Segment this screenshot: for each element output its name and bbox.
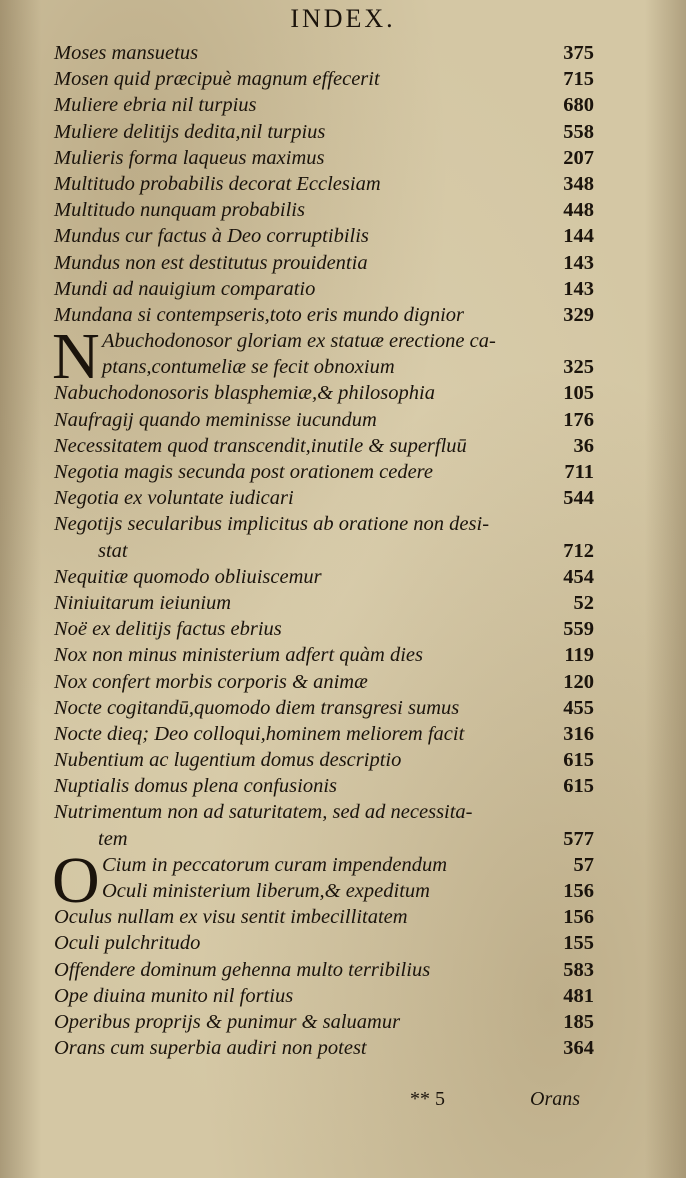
entry-text: Mulieris forma laqueus maximus [54, 146, 325, 169]
index-entry [54, 773, 594, 799]
index-entry [54, 669, 594, 695]
entry-text: Nequitiæ quomodo obliuiscemur [54, 565, 322, 588]
index-entry [54, 145, 594, 171]
entry-text: Ope diuina munito nil fortius [54, 984, 294, 1007]
entry-text: Mundi ad nauigium comparatio [54, 277, 316, 300]
entry-text: Mundana si contempseris,toto eris mundo dignior [54, 303, 464, 326]
index-entry [54, 380, 594, 406]
entry-page: 375 [563, 42, 594, 64]
entry-text: Mundus cur factus à Deo corruptibilis [54, 225, 369, 248]
entry-page: 680 [563, 94, 594, 117]
entry-page: 176 [563, 408, 594, 431]
entry-page: 316 [563, 722, 594, 745]
entry-text: Muliere ebria nil turpius [54, 94, 257, 117]
index-entry [54, 747, 594, 773]
index-entry [54, 826, 594, 852]
index-entry [54, 197, 594, 223]
index-entry [54, 590, 594, 616]
entry-page: 120 [563, 670, 594, 693]
signature-mark: ** 5 [410, 1088, 445, 1110]
entry-text: Muliere delitijs dedita,nil turpius [54, 120, 326, 143]
index-entry [54, 354, 594, 380]
entry-page: 156 [563, 906, 594, 929]
index-entry [54, 642, 594, 668]
index-entry [54, 564, 594, 590]
catchword: Orans [530, 1088, 581, 1110]
entry-page: 448 [563, 199, 594, 222]
entry-page: 348 [563, 172, 594, 195]
entry-text: Negotia ex voluntate iudicari [54, 487, 294, 510]
entry-text: stat [98, 539, 128, 562]
index-entry [54, 485, 594, 511]
index-entry [54, 407, 594, 433]
entry-page: 155 [563, 932, 594, 955]
index-entry [54, 302, 594, 328]
entry-page: 156 [563, 880, 594, 902]
entry-text: Cium in peccatorum curam impendendum [102, 853, 448, 876]
entry-page: 105 [563, 382, 594, 405]
index-entry [54, 1009, 594, 1035]
entry-text: Mundus non est destitutus prouidentia [54, 251, 368, 274]
index-entry [54, 616, 594, 642]
entry-text: Noë ex delitijs factus ebrius [54, 618, 282, 641]
entry-text: Nuptialis domus plena confusionis [54, 775, 338, 798]
index-entry [54, 459, 594, 485]
entry-page: 544 [563, 487, 594, 510]
index-entry [54, 957, 594, 983]
entry-text: Nox confert morbis corporis & animæ [54, 670, 368, 693]
entry-page: 712 [563, 539, 594, 562]
entry-page: 144 [563, 225, 594, 248]
entry-text: Moses mansuetus [54, 42, 199, 64]
entry-text: Naufragij quando meminisse iucundum [54, 408, 377, 431]
entry-text: Niniuitarum ieiunium [54, 591, 232, 614]
entry-text: Necessitatem quod transcendit,inutile & superfluū [54, 434, 467, 457]
index-entry [54, 433, 594, 459]
index-entry [54, 1035, 594, 1061]
entry-text: Nutrimentum non ad saturitatem, sed ad necessita- [54, 801, 473, 824]
index-entry [54, 66, 594, 92]
entry-text: Orans cum superbia audiri non potest [54, 1037, 367, 1060]
index-entry [54, 904, 594, 930]
entry-page: 325 [563, 356, 594, 379]
entry-page: 143 [563, 251, 594, 274]
index-entry [54, 276, 594, 302]
index-entry [54, 983, 594, 1009]
entry-text: Nubentium ac lugentium domus descriptio [54, 749, 402, 772]
index-entry [54, 799, 594, 825]
entry-text: Multitudo nunquam probabilis [54, 199, 305, 222]
entry-page: 577 [563, 827, 594, 850]
entry-text: Nox non minus ministerium adfert quàm dies [54, 644, 423, 667]
entry-page: 715 [563, 68, 594, 91]
entry-text: Nocte cogitandū,quomodo diem transgresi sumus [54, 696, 460, 719]
index-entry [54, 250, 594, 276]
index-entry [54, 511, 594, 537]
entry-page: 329 [563, 303, 594, 326]
entry-text: Abuchodonosor gloriam ex statuæ erectione ca- [102, 330, 496, 353]
entry-text: Negotia magis secunda post orationem cedere [54, 461, 433, 483]
index-entry [54, 538, 594, 564]
entry-text: Operibus proprijs & punimur & saluamur [54, 1010, 401, 1033]
entry-text: Oculi ministerium liberum,& expeditum [102, 880, 430, 902]
entry-page: 52 [573, 591, 594, 614]
index-entry [54, 119, 594, 145]
index-entry [54, 223, 594, 249]
entry-text: Oculi pulchritudo [54, 932, 201, 955]
entry-text: Nabuchodonosoris blasphemiæ,& philosophia [54, 382, 435, 405]
entry-page: 583 [563, 958, 594, 981]
entry-page: 143 [563, 277, 594, 300]
entry-page: 454 [563, 565, 594, 588]
entry-page: 615 [563, 749, 594, 772]
entry-page: 207 [563, 146, 594, 169]
entry-page: 455 [563, 696, 594, 719]
index-entries [54, 40, 594, 1061]
entry-page: 57 [573, 853, 594, 876]
entry-page: 481 [563, 984, 594, 1007]
entry-text: Offendere dominum gehenna multo terribilius [54, 958, 431, 981]
entry-page: 36 [573, 434, 594, 457]
index-entry [54, 878, 594, 904]
entry-page: 185 [563, 1010, 594, 1033]
drop-capital: N [52, 320, 100, 394]
index-entry [54, 171, 594, 197]
page-header: INDEX. [290, 4, 396, 33]
entry-text: Nocte dieq; Deo colloqui,hominem meliorem facit [54, 722, 465, 745]
index-entry [54, 695, 594, 721]
entry-page: 558 [563, 120, 594, 143]
entry-text: Mosen quid præcipuè magnum effecerit [54, 68, 380, 91]
index-entry [54, 721, 594, 747]
entry-page: 559 [563, 618, 594, 641]
index-entry [54, 930, 594, 956]
entry-text: tem [98, 827, 128, 850]
entry-text: Oculus nullam ex visu sentit imbecillitatem [54, 906, 408, 929]
entry-page: 364 [563, 1037, 594, 1060]
entry-page: 615 [563, 775, 594, 798]
index-entry [54, 92, 594, 118]
entry-page: 119 [564, 644, 594, 667]
entry-text: Multitudo probabilis decorat Ecclesiam [54, 172, 381, 195]
entry-text: ptans,contumeliæ se fecit obnoxium [102, 356, 395, 379]
drop-capital: O [52, 843, 100, 917]
entry-text: Negotijs secularibus implicitus ab oratione non desi- [54, 513, 490, 536]
page-footer [0, 1088, 686, 1114]
index-entry [54, 40, 594, 66]
entry-page: 711 [564, 461, 594, 483]
